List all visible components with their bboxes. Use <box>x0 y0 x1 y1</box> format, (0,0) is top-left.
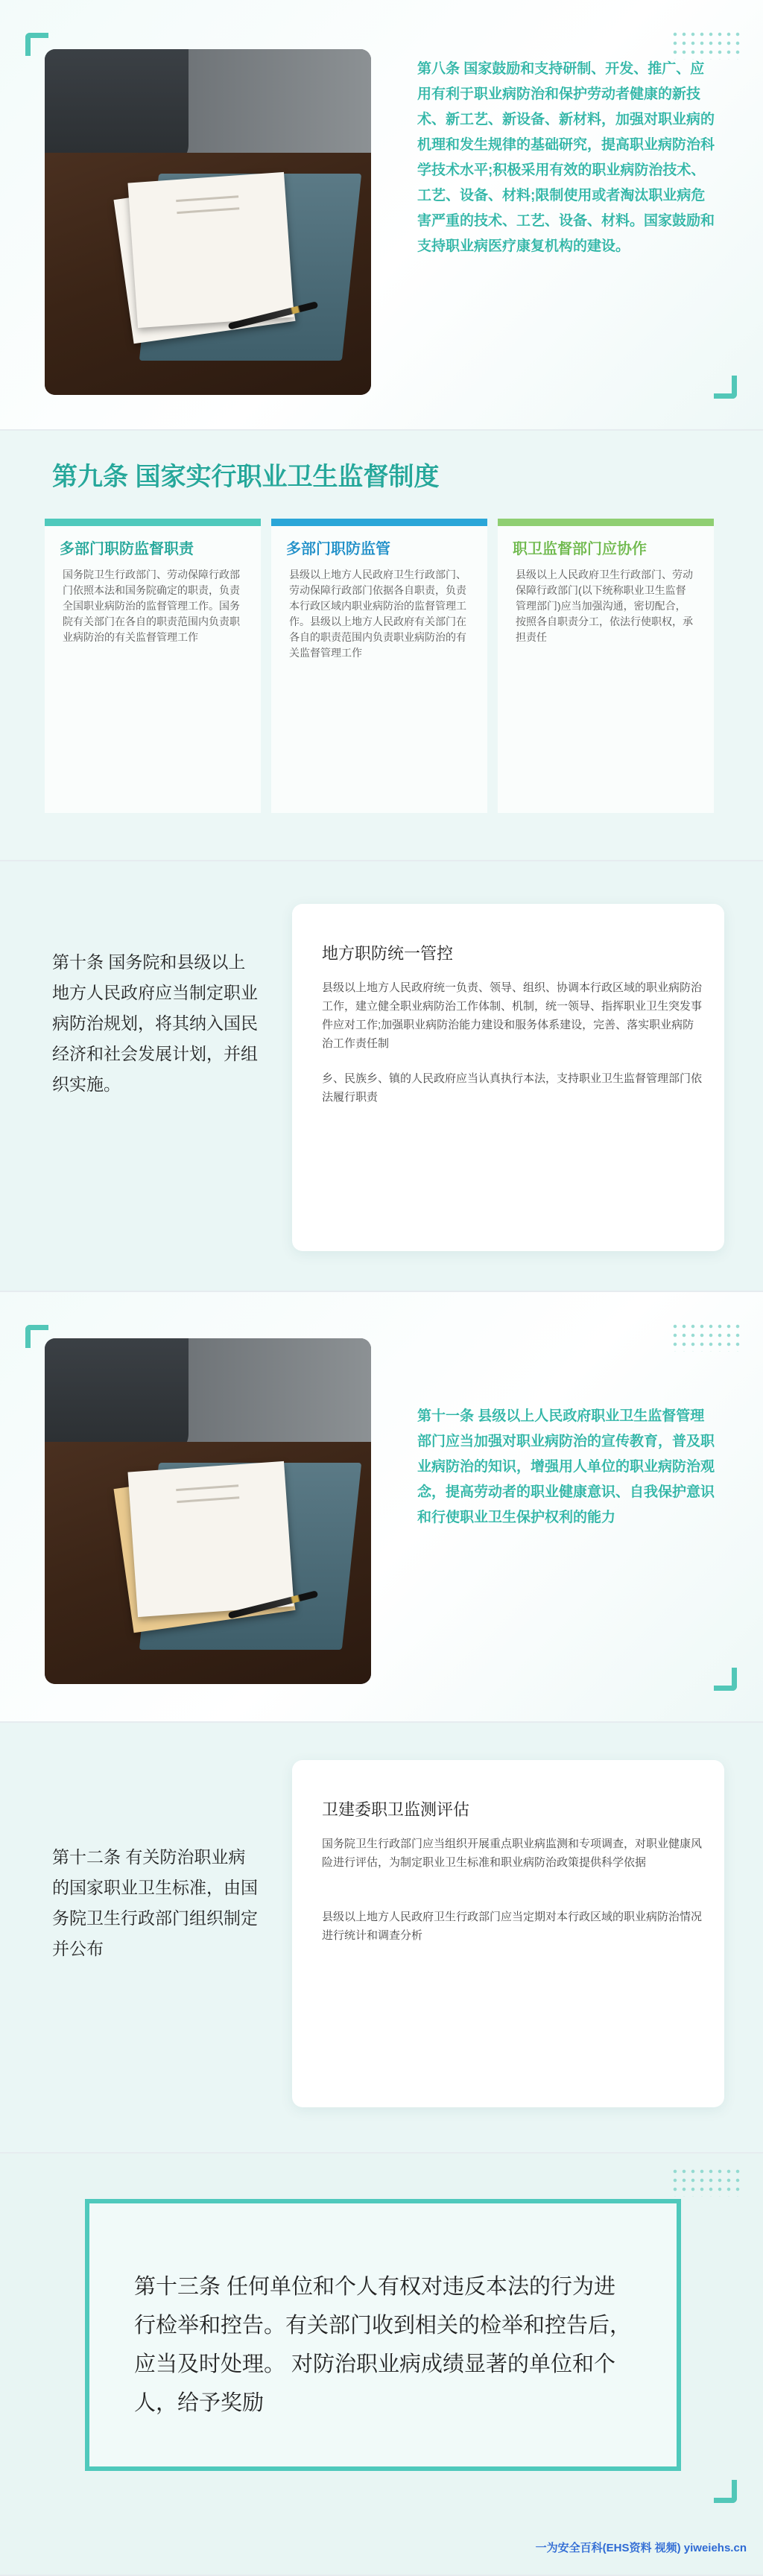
corner-decoration <box>714 2480 737 2503</box>
card-paragraph: 县级以上地方人民政府统一负责、领导、组织、协调本行政区域的职业病防治工作，建立健全职业病防治工作体制、机制，统一领导、指挥职业卫生突发事件应对工作;加强职业病防治能力建设和服务体系建设，完善、落实职业病防治工作责任制 <box>322 981 703 1050</box>
info-card <box>292 1760 724 2107</box>
color-bar <box>271 519 487 526</box>
corner-decoration <box>714 376 737 399</box>
article-11-text: 第十一条 县级以上人民政府职业卫生监督管理部门应当加强对职业病防治的宣传教育，普及职业病防治的知识，增强用人单位的职业病防治观念，提高劳动者的职业健康意识、自我保护意识和行使职业卫生保护权利的能力 <box>417 1408 715 1525</box>
slide-article-12 <box>0 1723 763 2153</box>
color-bar <box>498 519 714 526</box>
column-card <box>45 519 261 813</box>
slide-article-8 <box>0 0 763 431</box>
desk-document-photo <box>45 49 371 395</box>
slide-article-9 <box>0 431 763 861</box>
card-title: 卫建委职卫监测评估 <box>322 1800 470 1819</box>
slide-article-11 <box>0 1292 763 1723</box>
card-title: 地方职防统一管控 <box>322 944 454 963</box>
card-paragraph: 乡、民族乡、镇的人民政府应当认真执行本法，支持职业卫生监督管理部门依法履行职责 <box>322 1072 703 1104</box>
article-12-text: 第十二条 有关防治职业病的国家职业卫生标准，由国务院卫生行政部门组织制定并公布 <box>52 1847 258 1958</box>
column-text: 县级以上人民政府卫生行政部门、劳动保障行政部门(以下统称职业卫生监督管理部门)应当加强沟通，密切配合，按照各自职责分工，依法行使职权，承担责任 <box>516 569 693 643</box>
column-card <box>271 519 487 813</box>
footer-watermark-text: 一为安全百科(EHS资料 视频) yiweiehs.cn <box>535 2542 747 2554</box>
column-heading: 多部门职防监督职责 <box>60 541 194 557</box>
article-10-text: 第十条 国务院和县级以上地方人民政府应当制定职业病防治规划，将其纳入国民经济和社会发展计划，并组织实施。 <box>52 952 258 1094</box>
corner-decoration <box>714 1668 737 1691</box>
column-text: 县级以上地方人民政府卫生行政部门、劳动保障行政部门依据各自职责，负责本行政区域内职业病防治的监督管理工作。县级以上地方人民政府有关部门在各自的职责范围内负责职业病防治的有关监督管理工作 <box>289 569 466 659</box>
article-9-title: 第九条 国家实行职业卫生监督制度 <box>52 463 440 491</box>
article-8-text: 第八条 国家鼓励和支持研制、开发、推广、应用有利于职业病防治和保护劳动者健康的新技术、新工艺、新设备、新材料，加强对职业病的机理和发生规律的基础研究，提高职业病防治科学技术水平;积极采用有效的职业病防治技术、工艺、设备、材料;限制使用或者淘汰职业病危害严重的技术、工艺、设备、材料。国家鼓励和支持职业病医疗康复机构的建设。 <box>417 61 715 254</box>
color-bar <box>45 519 261 526</box>
column-text: 国务院卫生行政部门、劳动保障行政部门依照本法和国务院确定的职责，负责全国职业病防治的监督管理工作。国务院有关部门在各自的职责范围内负责职业病防治的有关监督管理工作 <box>63 569 240 643</box>
slide-article-10 <box>0 861 763 1292</box>
desk-document-photo <box>45 1338 371 1684</box>
card-paragraph: 国务院卫生行政部门应当组织开展重点职业病监测和专项调查，对职业健康风险进行评估，为制定职业卫生标准和职业病防治政策提供科学依据 <box>322 1838 703 1869</box>
column-heading: 多部门职防监管 <box>286 541 390 557</box>
info-card <box>292 904 724 1251</box>
slide-article-13 <box>0 2153 763 2576</box>
dot-grid-decoration <box>671 2167 742 2197</box>
article-13-text: 第十三条 任何单位和个人有权对违反本法的行为进行检举和控告。有关部门收到相关的检举和控告后，应当及时处理。 对防治职业病成绩显著的单位和个人，给予奖励 <box>134 2275 632 2415</box>
card-paragraph: 县级以上地方人民政府卫生行政部门应当定期对本行政区域的职业病防治情况进行统计和调查分析 <box>322 1911 703 1942</box>
column-heading: 职卫监督部门应协作 <box>513 541 647 557</box>
dot-grid-decoration <box>671 1322 742 1352</box>
column-card <box>498 519 714 813</box>
dot-grid-decoration <box>671 30 742 60</box>
